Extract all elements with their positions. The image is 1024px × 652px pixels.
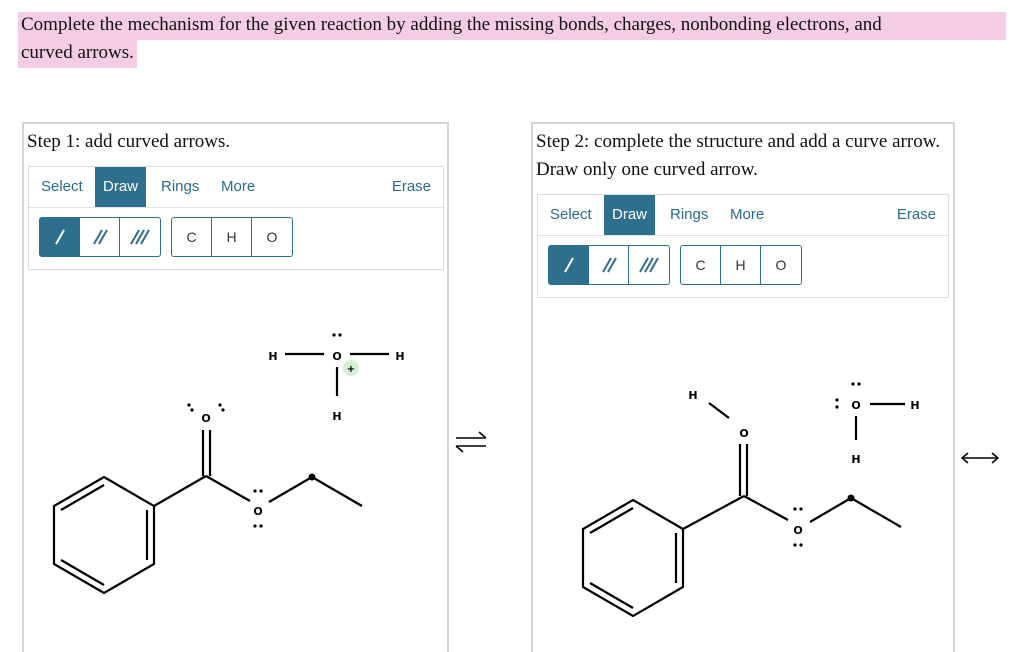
lone-pair-dot xyxy=(338,333,341,336)
lone-pair-dot xyxy=(221,408,224,411)
step1-title: Step 1: add curved arrows. xyxy=(27,131,231,152)
step2-title: Step 2: complete the structure and add a curve arrow. Draw only one curved arrow. xyxy=(536,131,940,180)
atom-h[interactable]: H xyxy=(688,389,698,402)
bond[interactable] xyxy=(744,496,788,520)
question-prompt xyxy=(18,12,1006,40)
tab-draw[interactable]: Draw xyxy=(95,167,146,207)
atom-h[interactable]: H xyxy=(395,350,405,363)
step1-panel xyxy=(22,122,449,652)
bond[interactable] xyxy=(206,476,250,501)
equilibrium-arrow-icon xyxy=(452,428,492,458)
tab-rings[interactable]: Rings xyxy=(670,206,709,223)
atom-o[interactable]: O xyxy=(739,427,749,440)
atom-o[interactable]: O xyxy=(851,399,861,412)
lone-pair-dot xyxy=(259,489,262,492)
erase-button[interactable]: Erase xyxy=(391,178,431,195)
tab-more[interactable]: More xyxy=(730,206,765,223)
tab-more[interactable]: More xyxy=(221,178,256,195)
atom-c-button[interactable]: C xyxy=(172,218,212,256)
tab-draw[interactable]: Draw xyxy=(604,195,655,235)
atom-h-button[interactable]: H xyxy=(212,218,252,256)
lone-pair-dot xyxy=(835,398,838,401)
lone-pair-dot xyxy=(332,333,335,336)
atom-o[interactable]: O xyxy=(201,412,211,425)
lone-pair-dot xyxy=(793,507,796,510)
bond[interactable] xyxy=(810,498,851,522)
atom-o-button[interactable]: O xyxy=(775,257,787,273)
bond[interactable] xyxy=(851,498,901,527)
lone-pair-dot xyxy=(857,382,860,385)
benzene-ring[interactable] xyxy=(54,477,154,593)
tab-rings[interactable]: Rings xyxy=(161,178,200,195)
bond[interactable] xyxy=(683,496,744,529)
atom-h[interactable]: H xyxy=(268,350,278,363)
prompt-line-2: curved arrows. xyxy=(21,42,134,63)
lone-pair-dot xyxy=(190,408,193,411)
atom-h[interactable]: H xyxy=(332,410,342,423)
atom-o-button[interactable]: O xyxy=(266,229,278,245)
resonance-arrow-icon xyxy=(958,448,1004,468)
lone-pair-dot xyxy=(218,403,221,406)
bond[interactable] xyxy=(269,477,312,502)
atom-h[interactable]: H xyxy=(851,453,861,466)
tab-select[interactable]: Select xyxy=(41,178,83,195)
atom-o[interactable]: O xyxy=(253,505,263,518)
atom-c-button[interactable]: C xyxy=(681,246,721,284)
lone-pair-dot xyxy=(253,489,256,492)
bond[interactable] xyxy=(154,476,206,506)
step2-panel xyxy=(531,122,955,652)
prompt-line-1: Complete the mechanism for the given reaction by adding the missing bonds, charges, nonbonding electrons, and xyxy=(21,14,882,35)
benzene-ring[interactable] xyxy=(583,500,683,616)
atom-h[interactable]: H xyxy=(910,399,920,412)
bond[interactable] xyxy=(709,403,729,418)
bond[interactable] xyxy=(312,477,362,506)
lone-pair-dot xyxy=(253,524,256,527)
lone-pair-dot xyxy=(259,524,262,527)
lone-pair-dot xyxy=(799,543,802,546)
tab-select[interactable]: Select xyxy=(550,206,592,223)
lone-pair-dot xyxy=(851,382,854,385)
lone-pair-dot xyxy=(835,405,838,408)
lone-pair-dot xyxy=(799,507,802,510)
step2-drawing-canvas[interactable] xyxy=(533,124,953,644)
lone-pair-dot xyxy=(793,543,796,546)
atom-h-button[interactable]: H xyxy=(721,246,761,284)
atom-o[interactable]: O xyxy=(332,350,342,363)
question-prompt-continued xyxy=(18,40,137,68)
atom-o[interactable]: O xyxy=(793,524,803,537)
positive-charge: + xyxy=(346,364,356,375)
lone-pair-dot xyxy=(187,403,190,406)
step1-drawing-canvas[interactable] xyxy=(24,124,447,644)
erase-button[interactable]: Erase xyxy=(896,206,936,223)
